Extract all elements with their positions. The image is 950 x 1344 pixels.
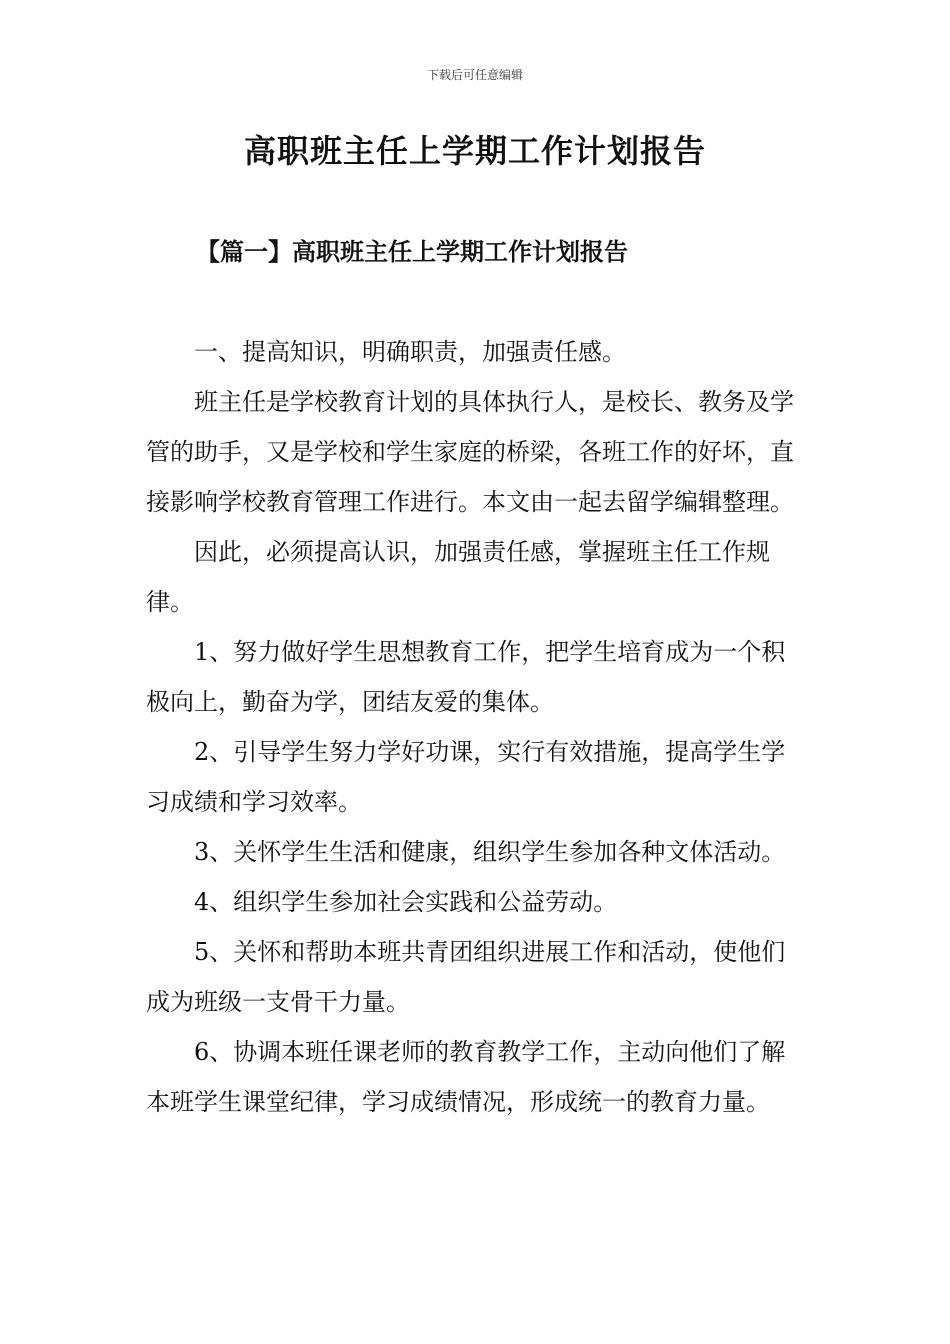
section-heading: 【篇一】高职班主任上学期工作计划报告 — [196, 237, 628, 266]
paragraph: 班主任是学校教育计划的具体执行人，是校长、教务及学管的助手，又是学校和学生家庭的桥梁，各班工作的好坏，直接影响学校教育管理工作进行。本文由一起去留学编辑整理。 — [146, 388, 794, 516]
paragraph: 1、努力做好学生思想教育工作，把学生培育成为一个积极向上，勤奋为学，团结友爱的集体。 — [146, 638, 786, 716]
document-body — [146, 327, 806, 1127]
paragraph: 6、协调本班任课老师的教育教学工作，主动向他们了解本班学生课堂纪律，学习成绩情况，形成统一的教育力量。 — [146, 1038, 786, 1116]
paragraph: 3、关怀学生生活和健康，组织学生参加各种文体活动。 — [194, 838, 786, 866]
paragraph: 一、提高知识，明确职责，加强责任感。 — [194, 338, 626, 366]
paragraph: 5、关怀和帮助本班共青团组织进展工作和活动，使他们成为班级一支骨干力量。 — [146, 938, 786, 1016]
paragraph: 因此，必须提高认识，加强责任感，掌握班主任工作规律。 — [146, 538, 770, 616]
paragraph: 4、组织学生参加社会实践和公益劳动。 — [194, 888, 618, 916]
header-note: 下载后可任意编辑 — [426, 68, 523, 82]
paragraph: 2、引导学生努力学好功课，实行有效措施，提高学生学习成绩和学习效率。 — [146, 738, 786, 816]
document-title: 高职班主任上学期工作计划报告 — [243, 132, 706, 170]
